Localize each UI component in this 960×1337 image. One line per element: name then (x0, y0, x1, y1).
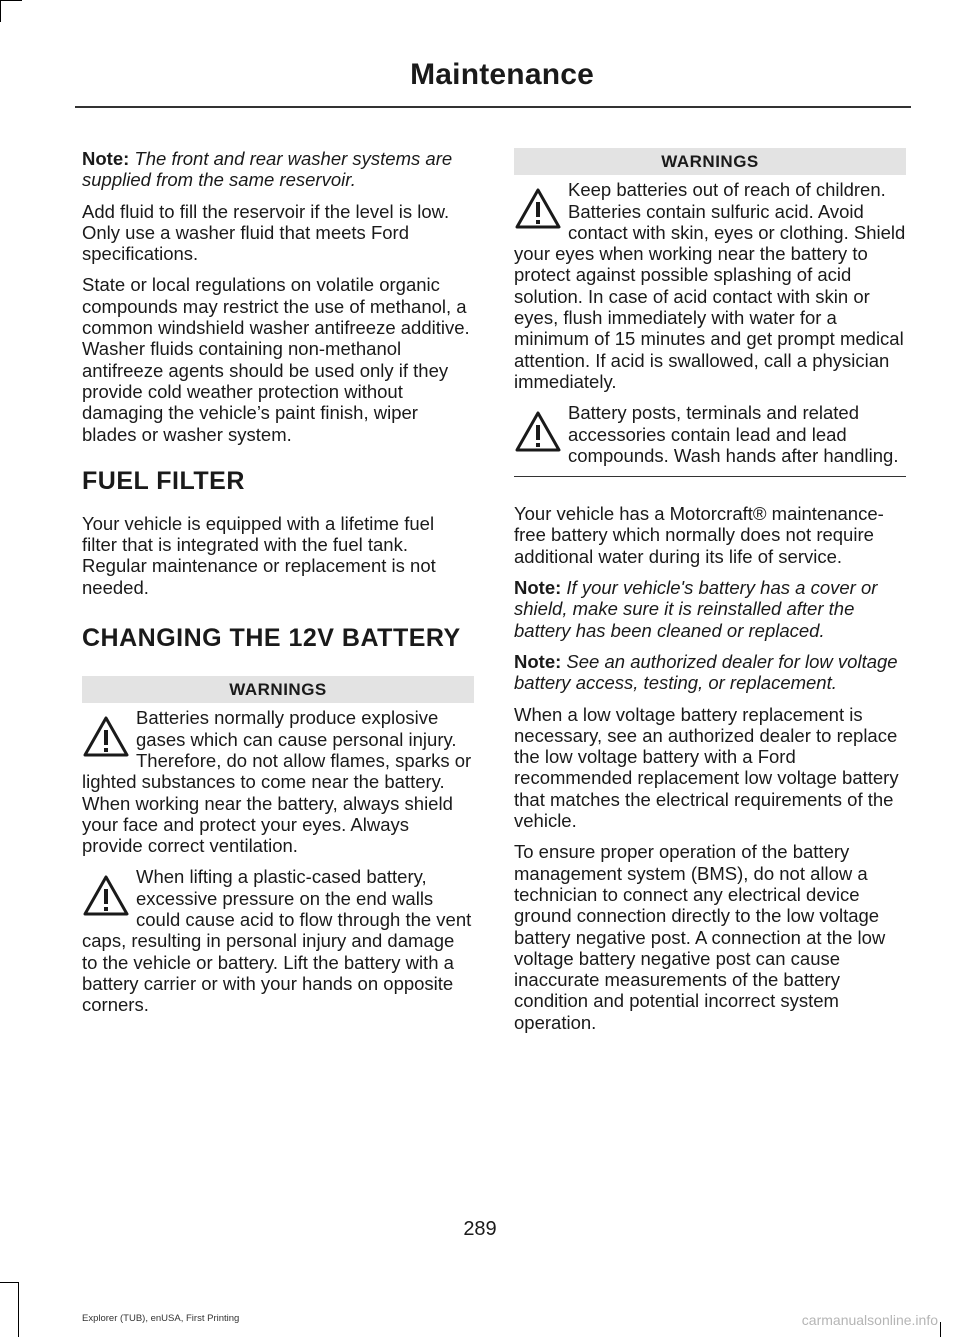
warning-text: Keep batteries out of reach of children. Batteries contain sulfuric acid. Avoid contact with skin, eyes or clothing. Shield your eyes when working near the battery to protect against possible splashing of acid solution. In case of acid contact with skin or eyes, flush immediately with water for a minimum of 15 minutes and get prompt medical attention. If acid is swallowed, call a physician immediately. (514, 179, 906, 392)
left-column (82, 148, 474, 1026)
warning-triangle-icon (514, 408, 562, 456)
warning-triangle-icon (514, 185, 562, 233)
edition-label: Explorer (TUB), enUSA, First Printing (82, 1313, 240, 1324)
page-number: 289 (463, 1218, 497, 1240)
page-title: Maintenance (410, 58, 594, 91)
note (514, 651, 906, 694)
warning-item (514, 402, 906, 466)
crop-mark (0, 0, 22, 1)
warning-text: When lifting a plastic-cased battery, excessive pressure on the end walls could cause acid to flow through the vent caps, resulting in personal injury and damage to the vehicle or battery. Lift the battery with a battery carrier or with your hands on opposite corners. (82, 866, 472, 1016)
note-text: The front and rear washer systems are supplied from the same reservoir. (82, 148, 453, 191)
note-label: Note: (514, 577, 562, 599)
crop-mark (0, 1282, 18, 1283)
right-column (514, 148, 906, 1043)
warning-text: Battery posts, terminals and related accessories contain lead and lead compounds. Wash hands after handling. (568, 402, 899, 466)
paragraph: To ensure proper operation of the battery management system (BMS), do not allow a technician to connect any electrical device ground connection directly to the low voltage battery negative post. A connection at the low voltage battery negative post can cause inaccurate measurements of the battery condition and potential incorrect system operation. (514, 841, 886, 1033)
warning-item (514, 179, 906, 392)
section-heading: FUEL FILTER (82, 466, 245, 495)
crop-mark (18, 1282, 19, 1337)
warning-triangle-icon (82, 872, 130, 920)
note-text: See an authorized dealer for low voltage battery access, testing, or replacement. (514, 650, 898, 694)
paragraph: Your vehicle is equipped with a lifetime fuel filter that is integrated with the fuel tank. Regular maintenance or replacement is not needed. (82, 512, 436, 598)
warnings-header: WARNINGS (514, 148, 906, 175)
section-heading: CHANGING THE 12V BATTERY (82, 624, 461, 653)
note-label: Note: (82, 148, 130, 169)
note (82, 148, 474, 191)
warning-item (82, 707, 474, 856)
note (514, 577, 906, 641)
header-divider (75, 106, 911, 108)
warning-triangle-icon (82, 713, 130, 761)
paragraph: State or local regulations on volatile organic compounds may restrict the use of methanol, a common windshield washer antifreeze additive. Washer fluids containing non-methanol antifreeze agents should be used only if they provide cold weather protection without damaging the vehicle’s paint finish, wiper blades or washer system. (82, 274, 470, 445)
paragraph: When a low voltage battery replacement is necessary, see an authorized dealer to replace the low voltage battery with a Ford recommended replacement low voltage battery that matches the electrical requirements of the vehicle. (514, 703, 899, 832)
paragraph: Add fluid to fill the reservoir if the level is low. Only use a washer fluid that meets Ford specifications. (82, 200, 450, 265)
crop-mark (940, 1322, 941, 1337)
note-text: If your vehicle's battery has a cover or shield, make sure it is reinstalled after the battery has been cleaned or replaced. (514, 577, 878, 641)
crop-mark (0, 0, 1, 22)
warnings-header: WARNINGS (82, 676, 474, 703)
warnings-divider (514, 476, 906, 477)
warning-item (82, 866, 474, 1015)
watermark: carmanualsonline.info (801, 1312, 938, 1328)
paragraph: Your vehicle has a Motorcraft® maintenance-free battery which normally does not require additional water during its life of service. (514, 503, 884, 567)
warning-text: Batteries normally produce explosive gases which can cause personal injury. Therefore, do not allow flames, sparks or lighted substances to come near the battery. When working near the battery, always shield your face and protect your eyes. Always provide correct ventilation. (82, 707, 472, 857)
note-label: Note: (514, 650, 562, 672)
